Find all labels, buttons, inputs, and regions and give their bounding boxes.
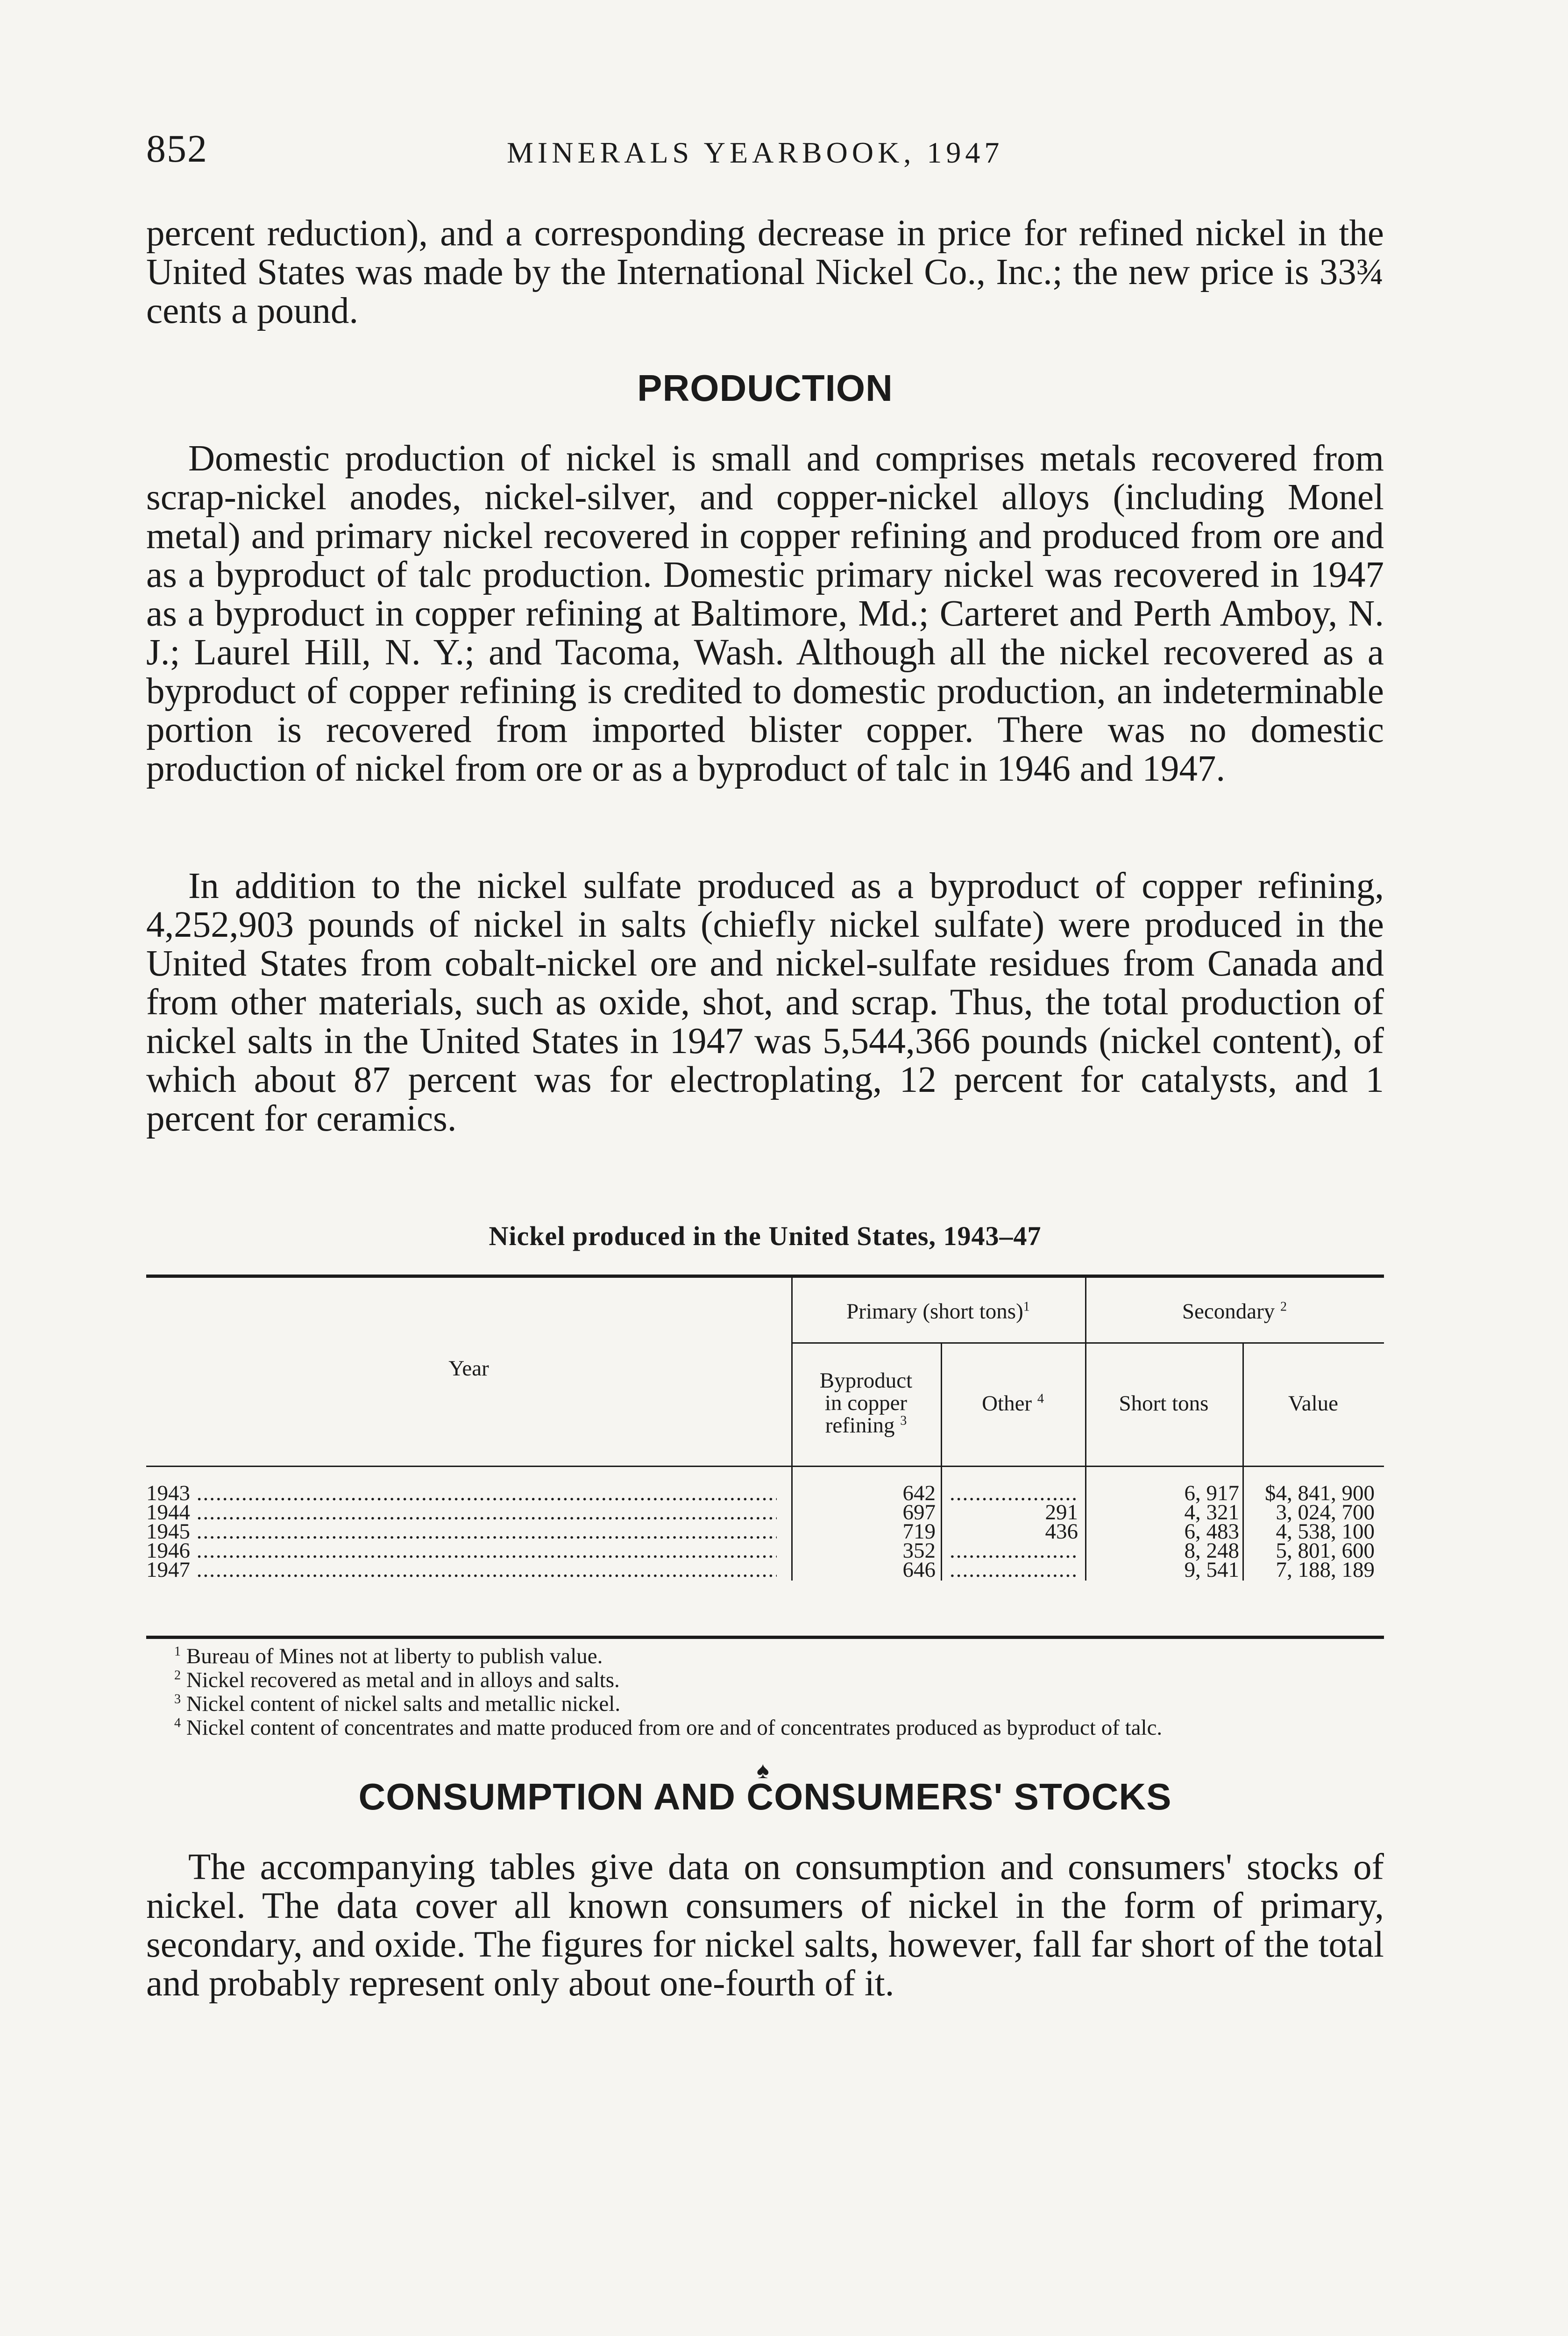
header-bottom-rule [146,1466,1384,1467]
table-row [146,1558,1384,1582]
byproduct-cell: 697 [902,1500,936,1524]
short-tons-cell: 8, 248 [1184,1538,1239,1563]
running-head [146,126,1384,178]
value-cell: 7, 188, 189 [1276,1558,1375,1582]
running-title: MINERALS YEARBOOK, 1947 [507,136,1004,169]
consumption-heading: CONSUMPTION AND CONSUMERS' STOCKS [358,1776,1172,1817]
footnote-mark: 3 [174,1692,181,1707]
byproduct-header-line: refining [825,1413,895,1438]
year-cell: 1946 ..... [146,1539,777,1563]
production-paragraph-1: Domestic production of nickel is small and comprises metals recovered from scrap-nickel anodes, nickel-silver, and copper-nickel alloys (including Monel metal) and primary nickel recovered in copper refining and produced from ore and as a byproduct of talc production. Domestic primary nickel was recovered in 1947 as a byproduct in copper refining at Baltimore, Md.; Carteret and Perth Amboy, N. J.; Laurel Hill, N. Y.; and Tacoma, Wash. Although all the nickel recovered as a byproduct of copper refining is credited to domestic production, an indeterminable portion is recovered from imported blister copper. There was no domestic production of nickel from ore or as a byproduct of talc in 1946 and 1947. [146,438,1384,789]
year-cell: 1943 ..... [146,1481,777,1505]
short-tons-cell: 6, 483 [1184,1519,1239,1544]
byproduct-cell: 719 [902,1519,936,1544]
footnote-mark: 2 [174,1668,181,1683]
footnote-ref: 2 [1280,1299,1287,1314]
short-tons-header [1085,1392,1242,1415]
table-footnotes [146,1645,1384,1740]
year-cell: 1944 ..... [146,1501,777,1524]
value-cell: 3, 024, 700 [1276,1500,1375,1524]
value-header [1242,1392,1384,1415]
byproduct-cell: 352 [902,1538,936,1563]
group-header-rule [791,1342,1384,1344]
value-cell: $4, 841, 900 [1265,1481,1375,1505]
year-header-label: Year [448,1356,489,1381]
footnote-ref: 3 [900,1413,907,1428]
other-cell: 291 [1045,1500,1078,1524]
year-cell: 1947 ..... [146,1558,777,1582]
footnote [146,1716,1384,1740]
byproduct-cell: 646 [902,1558,936,1582]
production-paragraph-2: In addition to the nickel sulfate produced as a byproduct of copper refining, 4,252,903 pounds of nickel in salts (chiefly nickel sulfate) were produced in the United States from cobalt-nickel ore and nickel-sulfate residues from Canada and from other materials, such as oxide, shot, and scrap. Thus, the total production of nickel salts in the United States in 1947 was 5,544,366 pounds (nickel content), of which about 87 percent was for electroplating, 12 percent for catalysts, and 1 percent for ceramics. [146,866,1384,1139]
ink-blot-mark: ♠ [757,1757,769,1783]
short-tons-cell: 4, 321 [1184,1500,1239,1524]
secondary-group-label: Secondary [1182,1299,1275,1324]
secondary-group-header [1085,1300,1384,1323]
production-heading: PRODUCTION [637,367,893,409]
short-tons-cell: 9, 541 [1184,1558,1239,1582]
byproduct-header-line: in copper [824,1391,908,1415]
primary-group-header [791,1300,1085,1323]
footnote [146,1645,1384,1668]
footnote [146,1692,1384,1716]
primary-group-label: Primary (short tons) [846,1299,1023,1324]
footnote-text: Nickel content of concentrates and matte produced from ore and of concentrates produced as byproduct of talc. [186,1716,1163,1740]
value-cell: 5, 801, 600 [1276,1538,1375,1563]
page-number: 852 [146,127,208,171]
byproduct-cell: 642 [902,1481,936,1505]
other-header [941,1392,1085,1415]
intro-paragraph: percent reduction), and a corresponding decrease in price for refined nickel in the United States was made by the International Nickel Co., Inc.; the new price is 33¾ cents a pound. [146,213,1384,331]
short-tons-header-label: Short tons [1119,1391,1209,1416]
footnote-mark: 4 [174,1716,181,1731]
byproduct-header [791,1369,941,1437]
year-header [146,1357,791,1380]
other-header-label: Other [982,1391,1032,1416]
table-title: Nickel produced in the United States, 1943–47 [489,1221,1042,1251]
footnote-text: Nickel content of nickel salts and metallic nickel. [186,1692,621,1716]
footnote-mark: 1 [174,1644,181,1659]
footnote-ref: 1 [1023,1299,1030,1314]
nickel-production-table [146,1275,1384,1639]
leader-dots [950,1558,1078,1582]
value-header-label: Value [1288,1391,1338,1416]
other-cell: 436 [1045,1519,1078,1544]
short-tons-cell: 6, 917 [1184,1481,1239,1505]
byproduct-header-line: Byproduct [819,1368,913,1393]
value-cell: 4, 538, 100 [1276,1519,1375,1544]
footnote-ref: 4 [1037,1391,1044,1406]
footnote-text: Bureau of Mines not at liberty to publish value. [186,1644,603,1668]
footnote-text: Nickel recovered as metal and in alloys and salts. [186,1668,620,1692]
year-cell: 1945 ..... [146,1520,777,1544]
footnote [146,1668,1384,1692]
consumption-paragraph: The accompanying tables give data on consumption and consumers' stocks of nickel. The data cover all known consumers of nickel in the form of primary, secondary, and oxide. The figures for nickel salts, however, fall far short of the total and probably represent only about one-fourth of it. [146,1847,1384,2004]
